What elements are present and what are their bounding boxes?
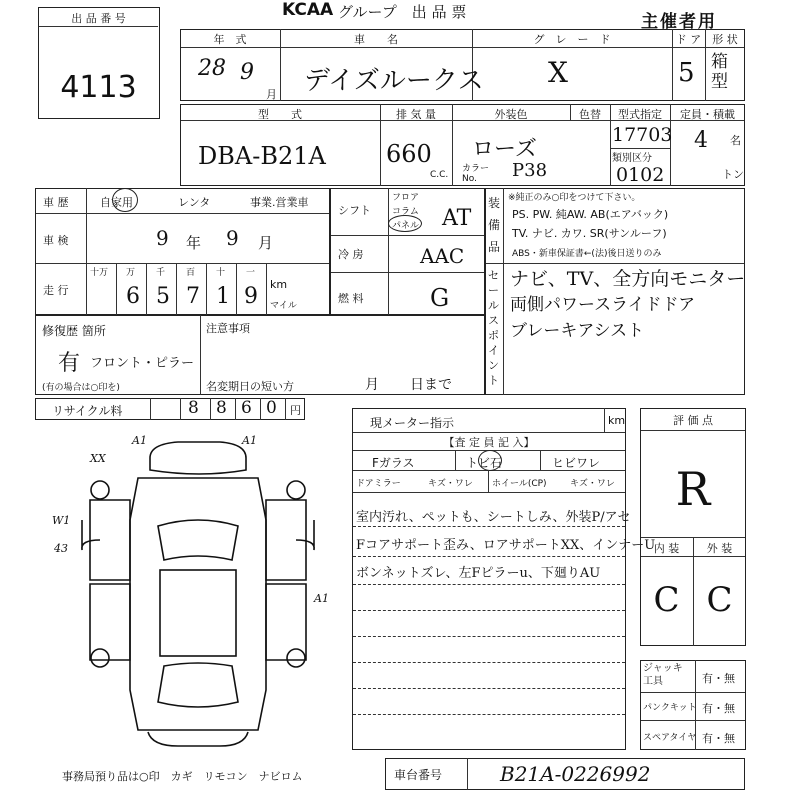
office-items: 事務局預り品は○印 カギ リモコン ナビロム	[62, 770, 303, 783]
equipment-line3: ABS・新車保証書←(法)後日送りのみ	[512, 249, 662, 259]
color-label: 外装色	[494, 108, 528, 121]
mileage-mile: マイル	[270, 301, 297, 311]
month-value: 9	[240, 60, 254, 85]
mileage-unit-100k: 十万	[90, 268, 109, 278]
tool-label: スペアタイヤ	[643, 733, 697, 743]
damage-mark: A1	[132, 434, 147, 447]
chassis-label: 車台番号	[394, 768, 443, 782]
body-type-value: 箱型	[711, 52, 728, 92]
mileage-digit: 6	[126, 284, 140, 309]
model-label: 型 式	[258, 108, 302, 121]
type-label: 型式指定	[618, 108, 662, 121]
inspection-year: 9	[156, 226, 169, 250]
brand-logo: KCAA	[282, 0, 334, 20]
sales-point-line: ナビ、TV、全方向モニター	[510, 268, 746, 290]
capacity-label: 定員・積載	[680, 108, 735, 121]
mileage-digit: 9	[244, 284, 258, 309]
recycle-label: リサイクル料	[52, 404, 123, 418]
shift-floor: フロア	[392, 193, 420, 203]
doors-value: 5	[678, 58, 695, 88]
inspection-month: 9	[226, 226, 239, 250]
history-commercial: 事業.営業車	[250, 196, 309, 209]
mileage-label: 走 行	[43, 284, 69, 297]
damage-mark: A1	[242, 434, 257, 447]
meter-label: 現メーター指示	[370, 416, 455, 430]
fuel-label: 燃 料	[338, 292, 364, 305]
equipment-line2: TV. ナビ. カワ. SR(サンルーフ)	[512, 227, 667, 240]
lot-number-box	[38, 7, 160, 119]
ac-label: 冷 房	[338, 248, 364, 261]
disp-label: 排 気 量	[396, 108, 436, 121]
ac-value: AAC	[420, 244, 465, 268]
recycle-digit: 0	[266, 398, 277, 418]
cc-unit: C.C.	[430, 170, 449, 180]
mileage-unit-10: 十	[216, 268, 226, 278]
recycle-unit: 円	[290, 404, 301, 417]
grade-value: X	[548, 56, 568, 89]
shift-label: シフト	[338, 204, 371, 217]
class-no-value: 0102	[616, 164, 665, 186]
color-no-label: カラー No.	[462, 164, 490, 184]
mileage-unit-10k: 万	[126, 268, 136, 278]
history-rental: レンタ	[178, 196, 211, 209]
capacity-unit: 名	[730, 134, 741, 147]
equipment-label: 装備品	[488, 196, 501, 254]
repair-label: 修復歴 箇所	[42, 324, 106, 338]
disp-value: 660	[386, 140, 432, 168]
color-change-label: 色替	[579, 108, 601, 121]
body-label: 形 状	[712, 33, 738, 46]
car-name-label: 車 名	[354, 33, 398, 46]
wheel-label: ホイール(CP)	[492, 479, 547, 489]
lot-number-label: 出 品 番 号	[71, 12, 126, 25]
recycle-digit: 8	[188, 398, 199, 418]
recycle-digit: 6	[241, 398, 252, 418]
circle-mark	[112, 188, 138, 212]
shift-panel: パネル	[392, 221, 420, 231]
recycle-digit: 8	[216, 398, 227, 418]
damage-mark: A1	[314, 592, 329, 605]
tool-value: 有・無	[702, 732, 735, 745]
history-private: 自家用	[100, 196, 133, 209]
damage-mark: W1	[52, 514, 71, 527]
exterior-score: C	[706, 580, 733, 620]
door-label: ド ア	[675, 33, 702, 46]
deadline-label: 名変期日の短い方	[206, 380, 294, 393]
class-label: 類別区分	[612, 153, 652, 164]
inspector-title: 【査 定 員 記 入】	[443, 436, 535, 449]
inspection-year-unit: 年	[186, 234, 202, 252]
tool-value: 有・無	[702, 702, 735, 715]
mileage-digit: 5	[156, 284, 170, 309]
color-value: ローズ	[472, 137, 537, 162]
form-title: グループ 出 品 票	[338, 3, 467, 21]
mileage-km: km	[270, 278, 288, 291]
mileage-unit-1k: 千	[156, 268, 166, 278]
exterior-label: 外 装	[706, 542, 733, 555]
load-unit: トン	[722, 168, 744, 181]
mirror-label: ドアミラー	[356, 479, 401, 489]
lot-number: 4113	[60, 70, 137, 105]
mileage-digit: 1	[216, 284, 230, 309]
wheel-option: キズ・ワレ	[570, 479, 615, 489]
chassis-number: B21A-0226992	[500, 762, 651, 786]
repair-value: 有	[58, 351, 81, 376]
damage-mark: XX	[90, 452, 106, 465]
mileage-unit-100: 百	[186, 268, 196, 278]
equipment-line1: PS. PW. 純AW. AB(エアバック)	[512, 208, 669, 221]
score-label: 評 価 点	[673, 414, 713, 427]
sales-point-line: ブレーキアシスト	[510, 321, 645, 341]
mileage-digit: 7	[186, 284, 200, 309]
damage-mark: 43	[54, 542, 68, 555]
shift-column: コラム	[392, 207, 419, 217]
copy-label: 主催者用	[641, 12, 717, 32]
interior-score: C	[653, 580, 680, 620]
notes-label: 注意事項	[206, 322, 250, 335]
color-no-value: P38	[512, 160, 548, 181]
inspector-note: ボンネットズレ、左Fピラーu、下廻りAU	[356, 566, 601, 581]
inspector-note: 室内汚れ、ペットも、シートしみ、外装P/アセ	[356, 510, 631, 525]
circle-mark	[388, 215, 422, 232]
history-label: 車 歴	[43, 196, 69, 209]
mileage-unit-1: 一	[246, 268, 256, 278]
circle-mark	[478, 450, 502, 471]
inspection-month-unit: 月	[258, 234, 274, 252]
mirror-option: キズ・ワレ	[428, 479, 473, 489]
car-name: デイズルークス	[304, 66, 484, 96]
model-value: DBA-B21A	[198, 142, 326, 170]
year-value: 28	[198, 56, 226, 81]
type-no-value: 17703	[612, 124, 673, 146]
meter-unit: km	[608, 414, 626, 427]
glass-label: Fガラス	[372, 456, 415, 470]
sales-point-label: セールスポイント	[488, 269, 499, 387]
month-unit: 月	[266, 88, 277, 101]
interior-label: 内 装	[653, 542, 680, 555]
car-body-diagram	[52, 430, 350, 750]
year-label: 年 式	[213, 33, 247, 46]
capacity-value: 4	[694, 128, 708, 153]
tool-label: ジャッキ工具	[643, 663, 683, 687]
repair-detail: フロント・ピラー	[90, 356, 195, 371]
shift-value: AT	[442, 206, 472, 231]
inspection-label: 車 検	[43, 234, 69, 247]
deadline-month: 月	[365, 377, 379, 393]
tool-label: パンクキット	[643, 703, 697, 713]
inspector-note: Fコアサポート歪み、ロアサポートXX、インナーU	[356, 538, 656, 553]
equipment-note: ※純正のみ○印をつけて下さい。	[508, 193, 641, 203]
score-value: R	[675, 462, 711, 516]
repair-note: (有の場合は○印を)	[42, 383, 120, 393]
tool-value: 有・無	[702, 672, 735, 685]
deadline-day: 日まで	[410, 377, 452, 393]
grade-label: グ レ ー ド	[533, 33, 611, 46]
sales-point-line: 両側パワースライドドア	[510, 295, 696, 315]
fuel-value: G	[430, 284, 450, 312]
glass-crack: ヒビワレ	[552, 456, 601, 470]
glass-chip: トビ石	[466, 456, 503, 470]
